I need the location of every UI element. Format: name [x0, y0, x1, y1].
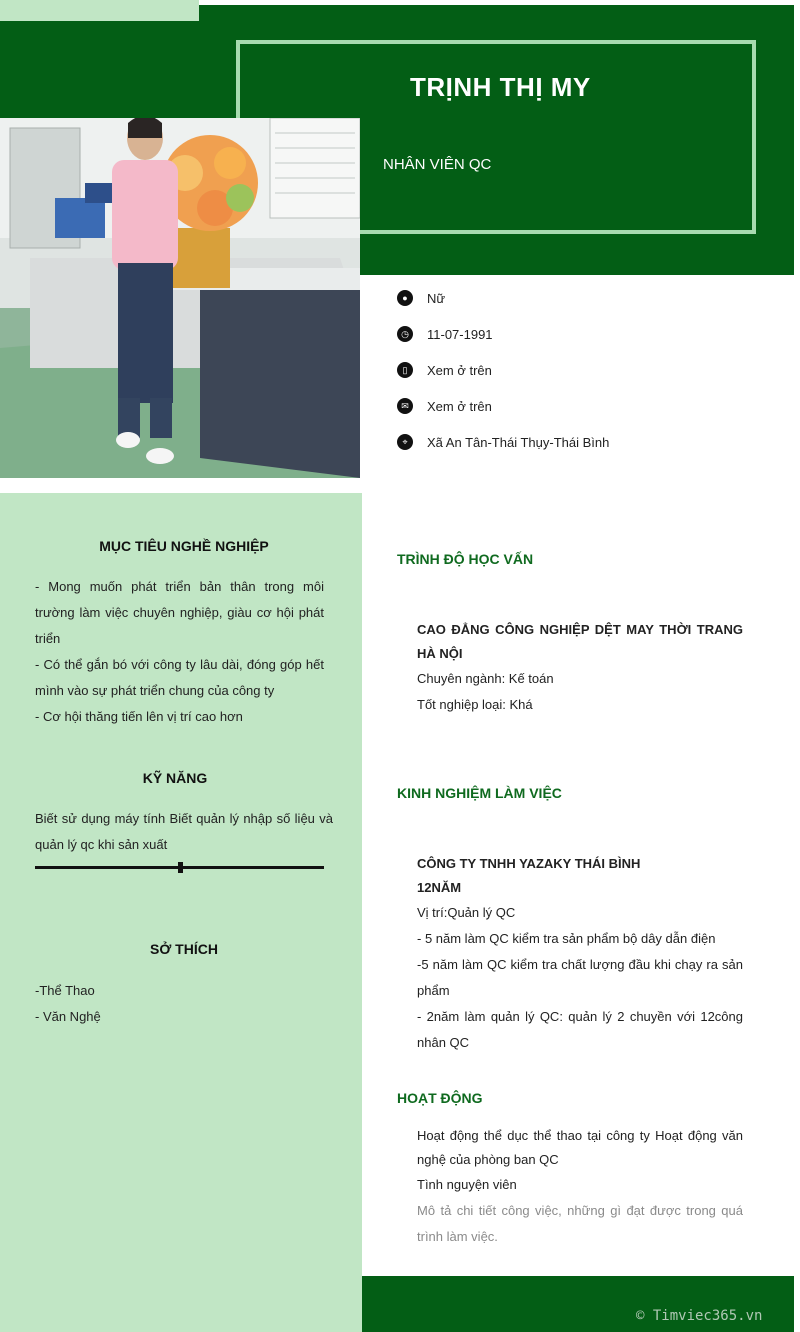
gender-icon: ●: [397, 290, 413, 306]
objective-text: [35, 574, 324, 730]
contact-address: [397, 432, 609, 452]
experience-detail: - 5 năm làm QC kiểm tra sản phẩm bộ dây dẫn điện: [417, 931, 716, 946]
hobbies-list: [35, 978, 324, 1030]
contact-birthday-value: 11-07-1991: [427, 326, 493, 342]
clock-icon: ◷: [397, 326, 413, 342]
top-accent-bar: [0, 0, 199, 21]
skills-text: Biết sử dụng máy tính Biết quản lý nhập số liệu và quản lý qc khi sản xuất: [35, 811, 333, 852]
email-icon: ✉: [397, 398, 413, 414]
hobbies-title: SỞ THÍCH: [150, 941, 218, 957]
contact-gender-value: Nữ: [427, 290, 446, 306]
profile-photo: [0, 118, 360, 478]
objective-line: - Mong muốn phát triển bản thân trong môi trường làm việc chuyên nghiệp, giàu cơ hội phát triển: [35, 579, 324, 646]
experience-role: Vị trí:Quản lý QC: [417, 905, 516, 920]
objective-line: - Có thể gắn bó với công ty lâu dài, đóng góp hết mình vào sự phát triển chung của công ty: [35, 657, 324, 698]
skill-level-bar: [35, 866, 324, 869]
contact-address-value: Xã An Tân-Thái Thụy-Thái Bình: [427, 434, 610, 450]
experience-duration: 12NĂM: [417, 880, 462, 895]
skill-level-marker: [178, 862, 183, 873]
experience-title: KINH NGHIỆM LÀM VIỆC: [397, 785, 562, 801]
footer-watermark: © Timviec365.vn: [636, 1308, 763, 1324]
education-school: CAO ĐẲNG CÔNG NGHIỆP DỆT MAY THỜI TRANG HÀ NỘI: [417, 622, 743, 661]
activities-block: [417, 1124, 743, 1250]
activity-line: Tình nguyện viên: [417, 1177, 517, 1192]
contact-email-value[interactable]: Xem ở trên: [427, 398, 492, 414]
experience-detail: - 2năm làm quản lý QC: quản lý 2 chuyền với 12công nhân QC: [417, 1009, 743, 1050]
contact-email: [397, 396, 492, 416]
contact-birthday: [397, 324, 493, 344]
activities-title: HOẠT ĐỘNG: [397, 1090, 483, 1106]
experience-block: [417, 852, 743, 1056]
phone-icon: ▯: [397, 362, 413, 378]
education-title: TRÌNH ĐỘ HỌC VẤN: [397, 551, 534, 567]
contact-phone-value[interactable]: Xem ở trên: [427, 362, 492, 378]
experience-detail: -5 năm làm QC kiểm tra chất lượng đầu khi chạy ra sản phẩm: [417, 957, 743, 998]
education-grade: Tốt nghiệp loại: Khá: [417, 697, 533, 712]
experience-company: CÔNG TY TNHH YAZAKY THÁI BÌNH: [417, 856, 641, 871]
activity-line: Hoạt động thể dục thể thao tại công ty Hoạt động văn nghệ của phòng ban QC: [417, 1128, 743, 1167]
education-block: [417, 618, 743, 718]
objective-line: - Cơ hội thăng tiến lên vị trí cao hơn: [35, 709, 243, 724]
hobby-item: - Văn Nghệ: [35, 1009, 101, 1024]
activity-description: Mô tả chi tiết công việc, những gì đạt được trong quá trình làm việc.: [417, 1203, 743, 1244]
contact-phone: [397, 360, 492, 380]
objective-title: MỤC TIÊU NGHỀ NGHIỆP: [99, 538, 269, 554]
header-band: [199, 5, 794, 21]
location-icon: ⌖: [397, 434, 413, 450]
education-major: Chuyên ngành: Kế toán: [417, 671, 554, 686]
candidate-position: NHÂN VIÊN QC: [383, 156, 492, 173]
candidate-name: TRỊNH THỊ MY: [410, 72, 591, 102]
contact-gender: [397, 288, 445, 308]
hobby-item: -Thể Thao: [35, 983, 95, 998]
skills-title: KỸ NĂNG: [142, 770, 208, 786]
